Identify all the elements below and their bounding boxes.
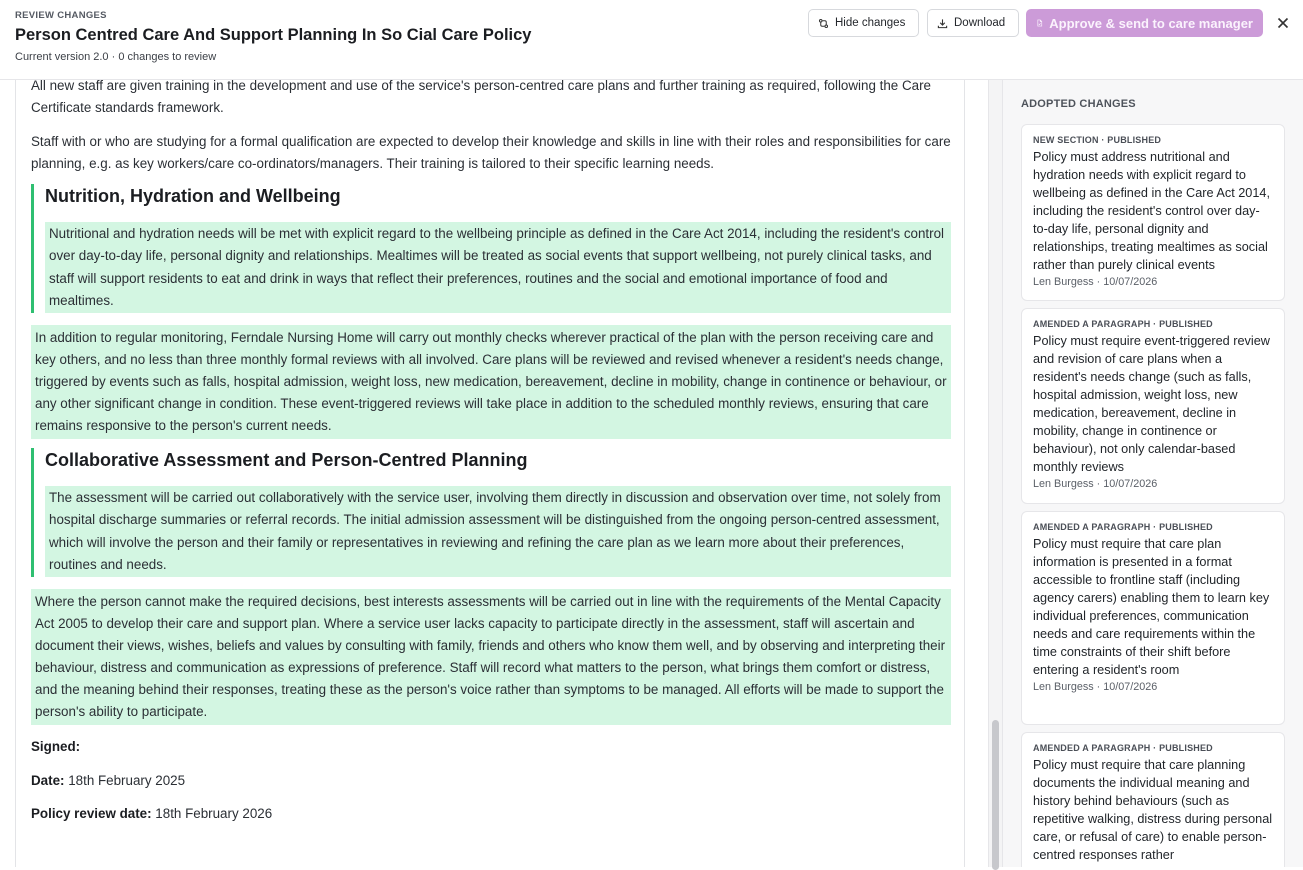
review-header	[0, 0, 1303, 80]
section-heading-nutrition: Nutrition, Hydration and Wellbeing	[45, 186, 341, 206]
change-tag: AMENDED A PARAGRAPH · PUBLISHED	[1033, 743, 1213, 753]
new-section-assessment	[31, 448, 951, 577]
document-pane	[0, 80, 988, 867]
approve-send-label: Approve & send to care manager	[1049, 15, 1253, 31]
adopted-changes-panel	[1002, 80, 1303, 867]
change-card[interactable]	[1021, 308, 1285, 504]
nutrition-text: Nutritional and hydration needs will be met with explicit regard to the wellbeing principle as defined in the Care Act 2014, including the resident's control over day-to-day life, personal dignity and relationships. Mealtimes will be treated as social events that support wellbeing, not purely clinical tasks, and staff will support residents to eat and drink in ways that reflect their preferences, routines and the social and emotional importance of food and mealtimes.	[49, 226, 945, 308]
compare-icon	[818, 18, 829, 29]
change-author: Len Burgess · 10/07/2026	[1033, 276, 1158, 288]
close-icon[interactable]	[1275, 15, 1291, 31]
change-tag: NEW SECTION · PUBLISHED	[1033, 135, 1162, 145]
amended-paragraph-monitoring	[31, 325, 951, 439]
change-text: Policy must address nutritional and hydration needs with explicit regard to wellbeing as defined in the Care Act 2014, including the resident's control over day-to-day life, personal dignity and relationships, treating mealtimes as social rather than purely clinical events	[1033, 150, 1270, 272]
review-date-label: Policy review date:	[31, 806, 152, 821]
assessment-text: The assessment will be carried out collaboratively with the service user, involving them directly in discussion and observation over time, not solely from hospital discharge summaries or referral records. The initial admission assessment will be distinguished from the ongoing person-centred assessment, which will involve the person and their family or representatives in reviewing and refining the care plan as we learn more about their preferences, routines and needs.	[49, 490, 941, 572]
document-scrollbar[interactable]	[988, 80, 1002, 867]
download-button[interactable]	[927, 9, 1019, 37]
hide-changes-label: Hide changes	[835, 17, 906, 29]
change-card[interactable]	[1021, 511, 1285, 725]
change-text: Policy must require that care plan information is presented in a format accessible to frontline staff (including agency carers) enabling them to learn key individual preferences, communication needs and care requirements within the time constraints of their shift before entering a resident's room	[1033, 537, 1270, 677]
inserted-paragraph	[45, 486, 951, 577]
document-send-icon	[1036, 17, 1043, 29]
date-value: 18th February 2025	[64, 773, 186, 788]
download-icon	[937, 18, 948, 29]
change-text: Policy must require that care planning documents the individual meaning and history behind behaviours (such as repetitive walking, distress during personal care, or refusal of care) to enable person-centred responses rather	[1033, 758, 1273, 862]
change-tag: AMENDED A PARAGRAPH · PUBLISHED	[1033, 522, 1213, 532]
eyebrow-label: REVIEW CHANGES	[15, 10, 107, 21]
date-line	[31, 773, 185, 788]
download-label: Download	[954, 17, 1006, 29]
training-paragraph: All new staff are given training in the development and use of the service's person-centred care plans and further training as required, following the Care Certificate standards framework.	[31, 80, 931, 115]
change-tag: AMENDED A PARAGRAPH · PUBLISHED	[1033, 319, 1213, 329]
review-date-line	[31, 806, 272, 821]
review-date-value: 18th February 2026	[151, 806, 273, 821]
page-title: Person Centred Care And Support Planning In So Cial Care Policy	[15, 26, 532, 44]
hide-changes-button[interactable]	[808, 9, 919, 37]
signed-line	[31, 739, 80, 754]
new-section-nutrition	[31, 184, 951, 313]
change-author: Len Burgess · 10/07/2026	[1033, 681, 1158, 693]
change-card[interactable]	[1021, 732, 1285, 867]
change-card[interactable]	[1021, 124, 1285, 301]
version-subtitle: Current version 2.0 · 0 changes to review	[15, 51, 217, 63]
inserted-paragraph	[45, 222, 951, 313]
qualification-paragraph: Staff with or who are studying for a formal qualification are expected to develop their knowledge and skills in line with their roles and responsibilities for care planning, e.g. as key workers/care co-ordinators/managers. Their training is tailored to their specific learning needs.	[31, 134, 951, 171]
monitoring-text: In addition to regular monitoring, Ferndale Nursing Home will carry out monthly checks wherever practical of the plan with the person receiving care and key others, and no less than three monthly formal reviews with all involved. Care plans will be reviewed and revised whenever a resident's needs change, triggered by events such as falls, hospital admission, weight loss, new medication, bereavement, decline in mobility, change in continence or behaviour, or any other significant change in condition. These event-triggered reviews will take place in addition to the scheduled monthly reviews, ensuring that care remains responsive to the person's current needs.	[35, 330, 947, 433]
change-author: Len Burgess · 10/07/2026	[1033, 478, 1158, 490]
date-label: Date:	[31, 773, 65, 788]
capacity-text: Where the person cannot make the required decisions, best interests assessments will be carried out in line with the requirements of the Mental Capacity Act 2005 to develop their care and support plan. Where a service user lacks capacity to participate directly in the assessment, staff will ascertain and document their views, wishes, beliefs and values by consulting with family, friends and others who know them well, and by observing and interpreting their behaviour, distress and communication as expressions of preference. Staff will record what matters to the person, what brings them comfort or distress, and the meaning behind their responses, treating these as the person's voice rather than symptoms to be managed. All efforts will be made to support the person's ability to participate.	[35, 594, 946, 719]
document-card	[15, 80, 965, 867]
amended-paragraph-capacity	[31, 589, 951, 725]
approve-send-button[interactable]	[1026, 9, 1263, 37]
section-heading-assessment: Collaborative Assessment and Person-Centred Planning	[45, 450, 528, 470]
adopted-changes-title: ADOPTED CHANGES	[1021, 98, 1136, 110]
signed-label: Signed:	[31, 739, 81, 754]
scrollbar-thumb[interactable]	[992, 720, 999, 870]
change-text: Policy must require event-triggered review and revision of care plans when a resident's needs change (such as falls, hospital admission, weight loss, new medication, bereavement, decline in mobility, change in continence or behaviour), not only calendar-based monthly reviews	[1033, 334, 1270, 474]
